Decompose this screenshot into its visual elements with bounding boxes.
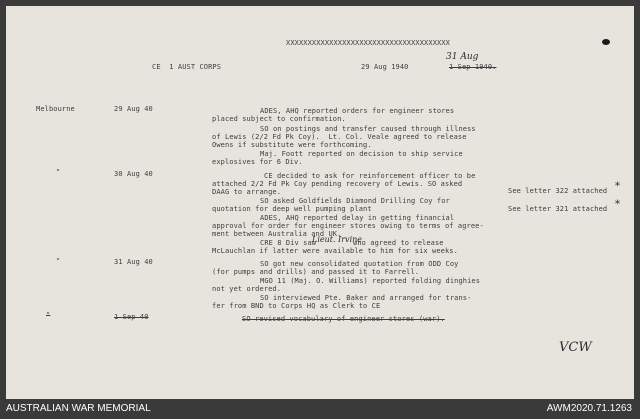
footer-credit: AUSTRALIAN WAR MEMORIAL bbox=[6, 403, 151, 414]
entry-line: ADES, AHQ reported orders for engineer stores bbox=[260, 107, 455, 115]
ditto-mark: " bbox=[56, 257, 61, 265]
entry-line: (for pumps and drills) and passed it to Farrell. bbox=[212, 268, 420, 276]
entry-line: SO on postings and transfer caused through illness bbox=[260, 125, 476, 133]
handwritten-date: 31 Aug bbox=[446, 52, 479, 62]
entry-line: quotation for deep well pumping plant bbox=[212, 205, 372, 213]
ditto-mark: " bbox=[56, 168, 61, 176]
ditto-mark-struck: " bbox=[46, 311, 51, 319]
footer-accession-number: AWM2020.71.1263 bbox=[546, 403, 632, 414]
entry-line: explosives for 6 Div. bbox=[212, 158, 303, 166]
side-note-1: See letter 322 attached bbox=[508, 187, 608, 195]
asterisk-mark: * bbox=[615, 199, 620, 210]
entry-line: who agreed to release bbox=[353, 239, 444, 247]
entry-line: fer from BND to Corps HQ as Clerk to CE bbox=[212, 302, 381, 310]
entry-line: attached 2/2 Fd Pk Coy pending recovery of Lewis. SO asked bbox=[212, 180, 463, 188]
unit-heading: CE 1 AUST CORPS bbox=[152, 63, 222, 71]
date-entry-4-struck: 1 Sep 40 bbox=[114, 313, 149, 321]
ink-blot bbox=[602, 39, 610, 45]
entry-line: SO asked Goldfields Diamond Drilling Coy for bbox=[260, 197, 450, 205]
entry-line: ADES, AHQ reported delay in getting financial bbox=[260, 214, 455, 222]
handwritten-name: Lieut. Irvine bbox=[312, 235, 363, 244]
location-label: Melbourne bbox=[36, 105, 75, 113]
entry-line: not yet ordered. bbox=[212, 285, 282, 293]
entry-line: Owens if substitute were forthcoming. bbox=[212, 141, 372, 149]
entry-line: placed subject to confirmation. bbox=[212, 115, 346, 123]
entry-line: Maj. Foott reported on decision to ship service bbox=[260, 150, 463, 158]
entry-line: MGO 11 (Maj. O. Williams) reported folding dinghies bbox=[260, 277, 481, 285]
struck-date: 1 Sep 1940. bbox=[449, 63, 497, 71]
entry-line-prefix: CRE 8 Div saw bbox=[260, 239, 317, 247]
document-page bbox=[6, 6, 634, 399]
date-entry-1: 29 Aug 40 bbox=[114, 105, 153, 113]
asterisk-mark: * bbox=[615, 181, 620, 192]
entry-line: ment between Australia and UK. bbox=[212, 230, 342, 238]
entry-line: of Lewis (2/2 Fd Pk Coy). Lt. Col. Veale agreed to release bbox=[212, 133, 467, 141]
date-entry-3: 31 Aug 40 bbox=[114, 258, 153, 266]
side-note-2: See letter 321 attached bbox=[508, 205, 608, 213]
entry-line: DAAG to arrange. bbox=[212, 188, 282, 196]
heading-date: 29 Aug 1940 bbox=[361, 63, 409, 71]
entry-line: McLauchlan if latter were available to him for six weeks. bbox=[212, 247, 458, 255]
entry-line: SO got new consolidated quotation from ODD Coy bbox=[260, 260, 459, 268]
handwritten-initials: VCW bbox=[559, 340, 592, 355]
x-line: XXXXXXXXXXXXXXXXXXXXXXXXXXXXXXXXXXXXXX bbox=[286, 39, 450, 47]
entry-1-sep-struck: SO revised vocabulary of engineer stores (war). bbox=[242, 315, 445, 323]
entry-line: SO interviewed Pte. Baker and arranged for trans- bbox=[260, 294, 472, 302]
entry-line: approval for order for engineer stores owing to terms of agree- bbox=[212, 222, 484, 230]
date-entry-2: 30 Aug 40 bbox=[114, 170, 153, 178]
entry-line: CE decided to ask for reinforcement officer to be bbox=[264, 172, 476, 180]
